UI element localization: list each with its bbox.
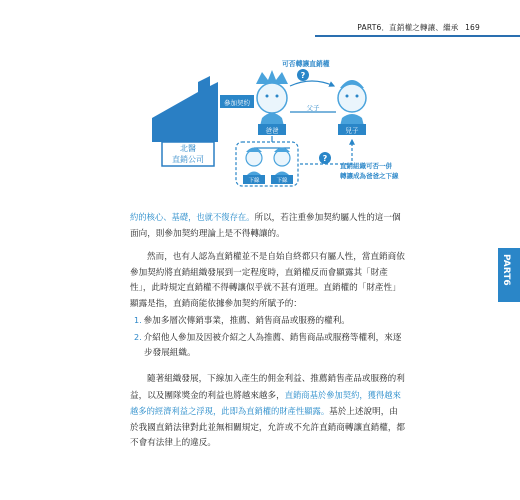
son-figure-icon (338, 80, 366, 126)
company-label-line2: 直銷公司 (172, 155, 204, 164)
question-bottom-line1: 直銷組織可否一併 (340, 162, 392, 170)
paragraph-3-end: 基於上述說明，由於我國直銷法律對此並無相關規定，允許或不允許直銷商轉讓直銷權，都不會有法律上的違反。 (130, 407, 406, 448)
header-title: PART6．直銷權之轉讓、繼承 (357, 23, 459, 32)
paragraph-3 (130, 372, 405, 452)
downline-right-label: 下線 (276, 178, 288, 184)
list-item-number: 2. (134, 332, 142, 342)
parent-figure-icon (256, 70, 288, 126)
paragraph-1 (130, 210, 405, 242)
parent-label: 爸爸 (265, 126, 279, 135)
son-label: 兒子 (345, 126, 359, 135)
part-tab-label: PART6 (501, 254, 511, 286)
list-item (130, 330, 405, 362)
downline-left-label: 下線 (248, 178, 260, 184)
downline-figure-left-icon (246, 148, 262, 177)
list-item-number: 1. (134, 316, 142, 325)
downline-figure-right-icon (274, 148, 290, 177)
question-bottom-line2: 轉讓成為爸爸之下線 (340, 172, 399, 180)
list-item-text: 介紹他人參加及因被介紹之人為推薦、銷售商品或服務等權利，來逐步發展組織。 (143, 332, 402, 358)
part-tab (498, 248, 520, 302)
svg-text:?: ? (300, 71, 306, 80)
transfer-diagram (0, 0, 520, 200)
paragraph-3-highlight: 直銷商基於參加契約，獲得越來越多的經濟利益之浮現，此即為直銷權的財產性顯露。 (130, 389, 401, 416)
relation-label: 父子 (306, 104, 320, 112)
company-label-line1: 北醫 (180, 144, 196, 153)
rights-list (130, 313, 405, 362)
page-number: 169 (465, 23, 480, 32)
list-item-text: 參加多層次傳銷事業，推薦、銷售商品或服務的權利。 (143, 316, 350, 326)
transfer-arrow-top (290, 81, 334, 86)
question-top-label: 可否轉讓直銷權 (282, 60, 330, 68)
paragraph-1-rest: 所以，若注重參加契約屬人性的這一個面向，則參加契約理論上是不得轉讓的。 (130, 213, 401, 239)
list-item (130, 313, 405, 330)
svg-text:?: ? (322, 154, 328, 163)
paragraph-2: 然而，也有人認為直銷權並不是自始自終都只有屬人性，當直銷商依參加契約將直銷組織發展到一定程度時，直銷權反而會顯露其「財產性」，此時規定直銷權不得轉讓似乎就不甚有道理。直銷權的「財產性」顯露是指，直銷商能依據參加契約所賦予的： (130, 252, 405, 309)
paragraph-1-highlight: 約的核心、基礎，也就不復存在。 (130, 212, 255, 222)
paragraph-3-start: 隨著組織發展，下線加入產生的佣金利益、推薦銷售產品或服務的利益，以及團隊獎金的利益也將越來越多， (130, 374, 405, 401)
contract-label: 參加契約 (224, 99, 250, 107)
